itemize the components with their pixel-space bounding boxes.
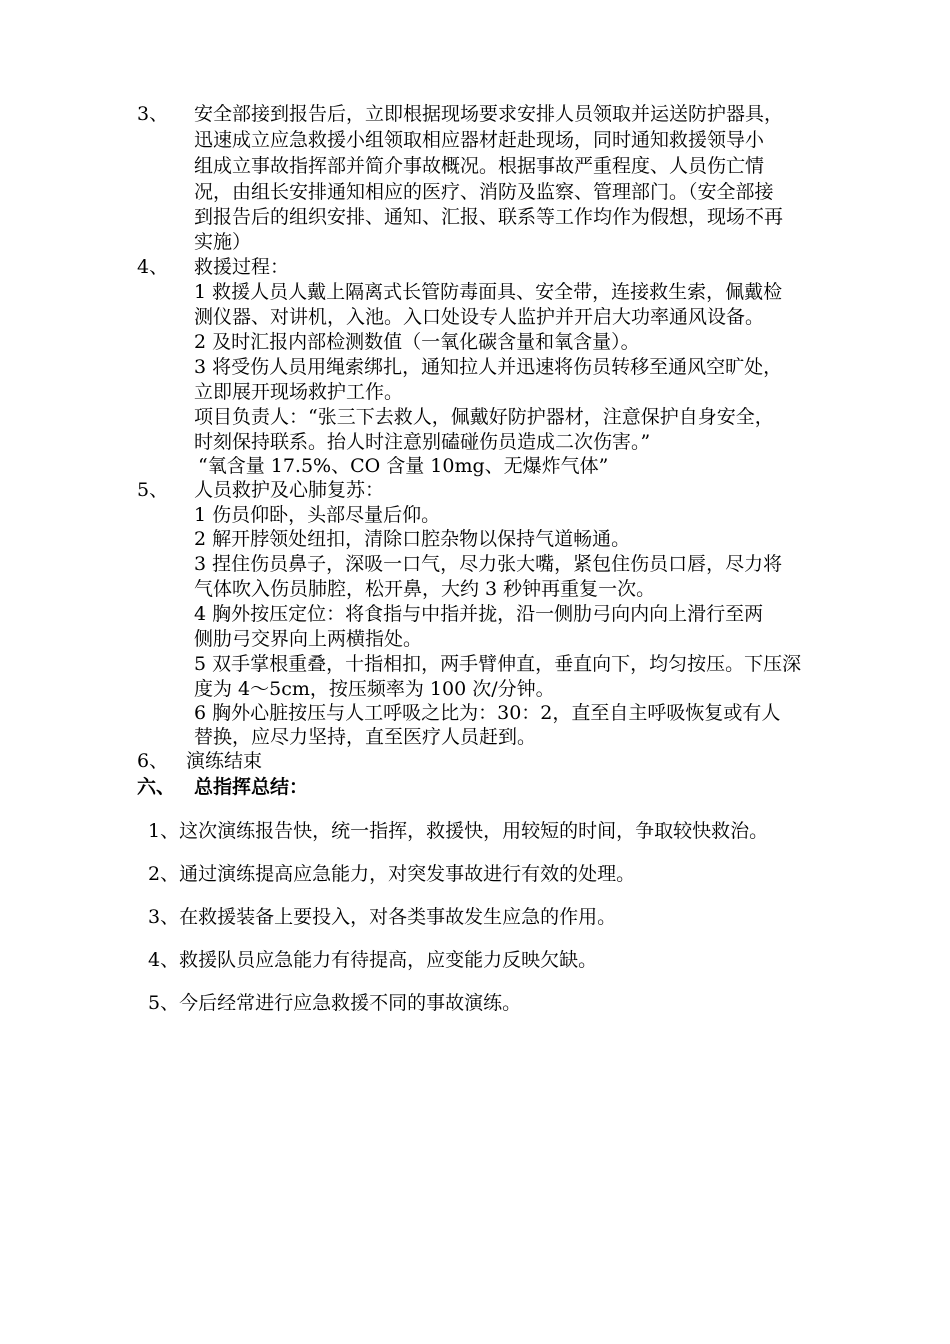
section-5-line: 替换，应尽力坚持，直至医疗人员赶到。: [194, 726, 537, 748]
section-5-line: 1 伤员仰卧，头部尽量后仰。: [194, 504, 441, 526]
section-3-line: 实施）: [194, 231, 252, 253]
section-3-line: 到报告后的组织安排、通知、汇报、联系等工作均作为假想，现场不再: [194, 206, 784, 228]
section-5-line: 3 捏住伤员鼻子，深吸一口气，尽力张大嘴，紧包住伤员口唇，尽力将: [194, 553, 783, 575]
section-5-line: 5 双手掌根重叠，十指相扣，两手臂伸直，垂直向下，均匀按压。下压深: [194, 653, 802, 675]
section-4-line: 测仪器、对讲机，入池。入口处设专人监护并开启大功率通风设备。: [194, 306, 765, 328]
section-5-line: 度为 4～5cm，按压频率为 100 次/分钟。: [194, 678, 555, 700]
section-4-line: 立即展开现场救护工作。: [194, 381, 404, 403]
section-5-line: 4 胸外按压定位：将食指与中指并拢，沿一侧肋弓向内向上滑行至两: [194, 603, 764, 625]
section-4-title: 救援过程：: [194, 256, 290, 278]
section-4-line: 时刻保持联系。抬人时注意别磕碰伤员造成二次伤害。”: [194, 431, 651, 453]
section-4-line: 2 及时汇报内部检测数值（一氧化碳含量和氧含量）。: [194, 331, 640, 353]
section-5-line: 6 胸外心脏按压与人工呼吸之比为：30：2，直至自主呼吸恢复或有人: [194, 702, 781, 724]
section-4-number: 4、: [137, 256, 169, 278]
summary-item: 5、今后经常进行应急救援不同的事故演练。: [148, 992, 522, 1014]
section-4-line: 1 救援人员人戴上隔离式长管防毒面具、安全带，连接救生索，佩戴检: [194, 281, 783, 303]
section-3-number: 3、: [137, 103, 169, 125]
section-3-line: 组成立事故指挥部并简介事故概况。根据事故严重程度、人员伤亡情: [194, 155, 765, 177]
summary-item: 2、通过演练提高应急能力，对突发事故进行有效的处理。: [148, 863, 636, 885]
section-5-title: 人员救护及心肺复苏：: [194, 479, 385, 501]
section-5-number: 5、: [137, 479, 169, 501]
summary-heading: 总指挥总结：: [194, 776, 309, 798]
section-6-number: 6、: [137, 750, 169, 772]
section-3-line: 安全部接到报告后，立即根据现场要求安排人员领取并运送防护器具，: [194, 103, 784, 125]
section-5-line: 侧肋弓交界向上两横指处。: [194, 628, 423, 650]
section-3-line: 况，由组长安排通知相应的医疗、消防及监察、管理部门。（安全部接: [194, 181, 774, 203]
section-4-line: 3 将受伤人员用绳索绑扎，通知拉人并迅速将伤员转移至通风空旷处，: [194, 356, 783, 378]
section-6-title: 演练结束: [186, 750, 263, 772]
section-5-line: 气体吹入伤员肺腔，松开鼻，大约 3 秒钟再重复一次。: [194, 578, 656, 600]
section-3-line: 迅速成立应急救援小组领取相应器材赶赴现场，同时通知救援领导小: [194, 129, 765, 151]
section-4-line: 项目负责人：“张三下去救人，佩戴好防护器材，注意保护自身安全，: [194, 406, 774, 428]
summary-heading-number: 六、: [137, 776, 176, 798]
section-4-line: “氧含量 17.5%、CO 含量 10mg、无爆炸气体”: [198, 455, 609, 477]
summary-item: 1、这次演练报告快，统一指挥，救援快，用较短的时间，争取较快救治。: [148, 820, 769, 842]
section-5-line: 2 解开脖领处纽扣，清除口腔杂物以保持气道畅通。: [194, 528, 631, 550]
summary-item: 4、救援队员应急能力有待提高，应变能力反映欠缺。: [148, 949, 598, 971]
summary-item: 3、在救援装备上要投入，对各类事故发生应急的作用。: [148, 906, 617, 928]
